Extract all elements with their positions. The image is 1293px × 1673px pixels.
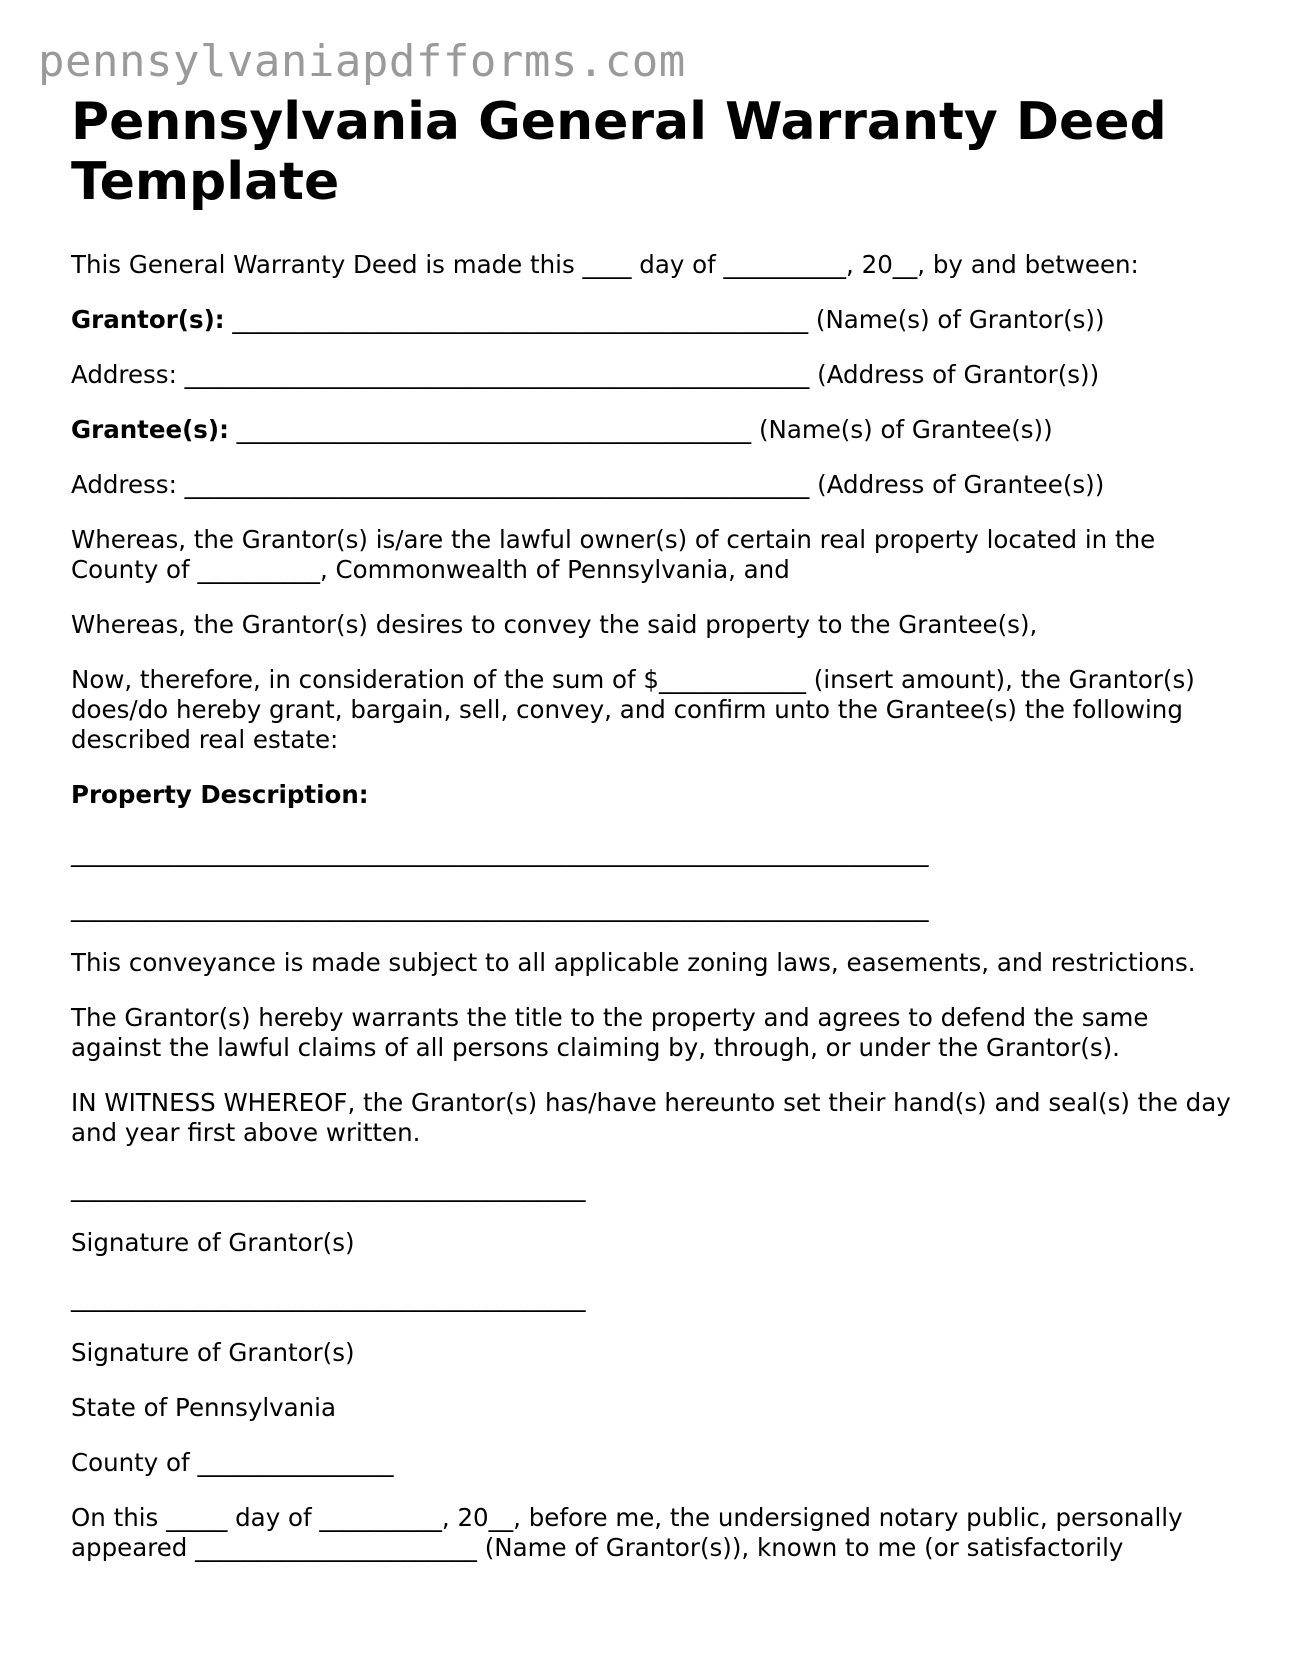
warranty-paragraph: The Grantor(s) hereby warrants the title to the property and agrees to defend the same against the lawful claims of all persons claiming by, through, or under the Grantor(s). [71, 1003, 1149, 1062]
notary-state: State of Pennsylvania [71, 1393, 337, 1422]
grantee-line [71, 415, 1231, 445]
grantee-label: Grantee(s): [71, 415, 229, 444]
grantee-address-line: Address: ___________________________________________________ (Address of Grantee(s)) [71, 470, 1105, 499]
property-description-line-1: ______________________________________________________________________ [71, 838, 929, 867]
grantor-field: _______________________________________________ (Name(s) of Grantor(s)) [224, 305, 1105, 334]
notary-county: County of ________________ [71, 1448, 394, 1477]
witness-paragraph: IN WITNESS WHEREOF, the Grantor(s) has/have hereunto set their hand(s) and seal(s) the day and year first above written. [71, 1088, 1231, 1147]
grantor-line [71, 305, 1231, 335]
grantor-label: Grantor(s): [71, 305, 225, 334]
document-body [71, 92, 1231, 1588]
grantor-signature-label-2: Signature of Grantor(s) [71, 1338, 355, 1367]
page-title: Pennsylvania General Warranty Deed Template [71, 92, 1167, 212]
grantee-field: __________________________________________ (Name(s) of Grantee(s)) [228, 415, 1053, 444]
intro-paragraph: This General Warranty Deed is made this ____ day of __________, 20__, by and between: [71, 250, 1139, 279]
grantor-signature-line-1: __________________________________________ [71, 1173, 586, 1202]
grantor-signature-label-1: Signature of Grantor(s) [71, 1228, 355, 1257]
grantor-signature-line-2: __________________________________________ [71, 1283, 586, 1312]
property-description-heading: Property Description: [71, 780, 369, 809]
watermark: pennsylvaniapdfforms.com [38, 36, 686, 87]
consideration-paragraph: Now, therefore, in consideration of the sum of $____________ (insert amount), the Grantor(s) does/do hereby grant, bargain, sell, convey, and confirm unto the Grantee(s) the following described real estate: [71, 665, 1195, 754]
notary-paragraph: On this _____ day of __________, 20__, before me, the undersigned notary public, personally appeared _______________________ (Name of Grantor(s)), known to me (or satisfactorily [71, 1503, 1183, 1562]
conveyance-paragraph: This conveyance is made subject to all applicable zoning laws, easements, and restrictions. [71, 948, 1196, 977]
grantor-address-line: Address: ___________________________________________________ (Address of Grantor(s)) [71, 360, 1100, 389]
property-description-line-2: ______________________________________________________________________ [71, 893, 929, 922]
whereas-convey-paragraph: Whereas, the Grantor(s) desires to convey the said property to the Grantee(s), [71, 610, 1038, 639]
whereas-owner-paragraph: Whereas, the Grantor(s) is/are the lawful owner(s) of certain real property located in the County of __________, Commonwealth of Pennsylvania, and [71, 525, 1156, 584]
